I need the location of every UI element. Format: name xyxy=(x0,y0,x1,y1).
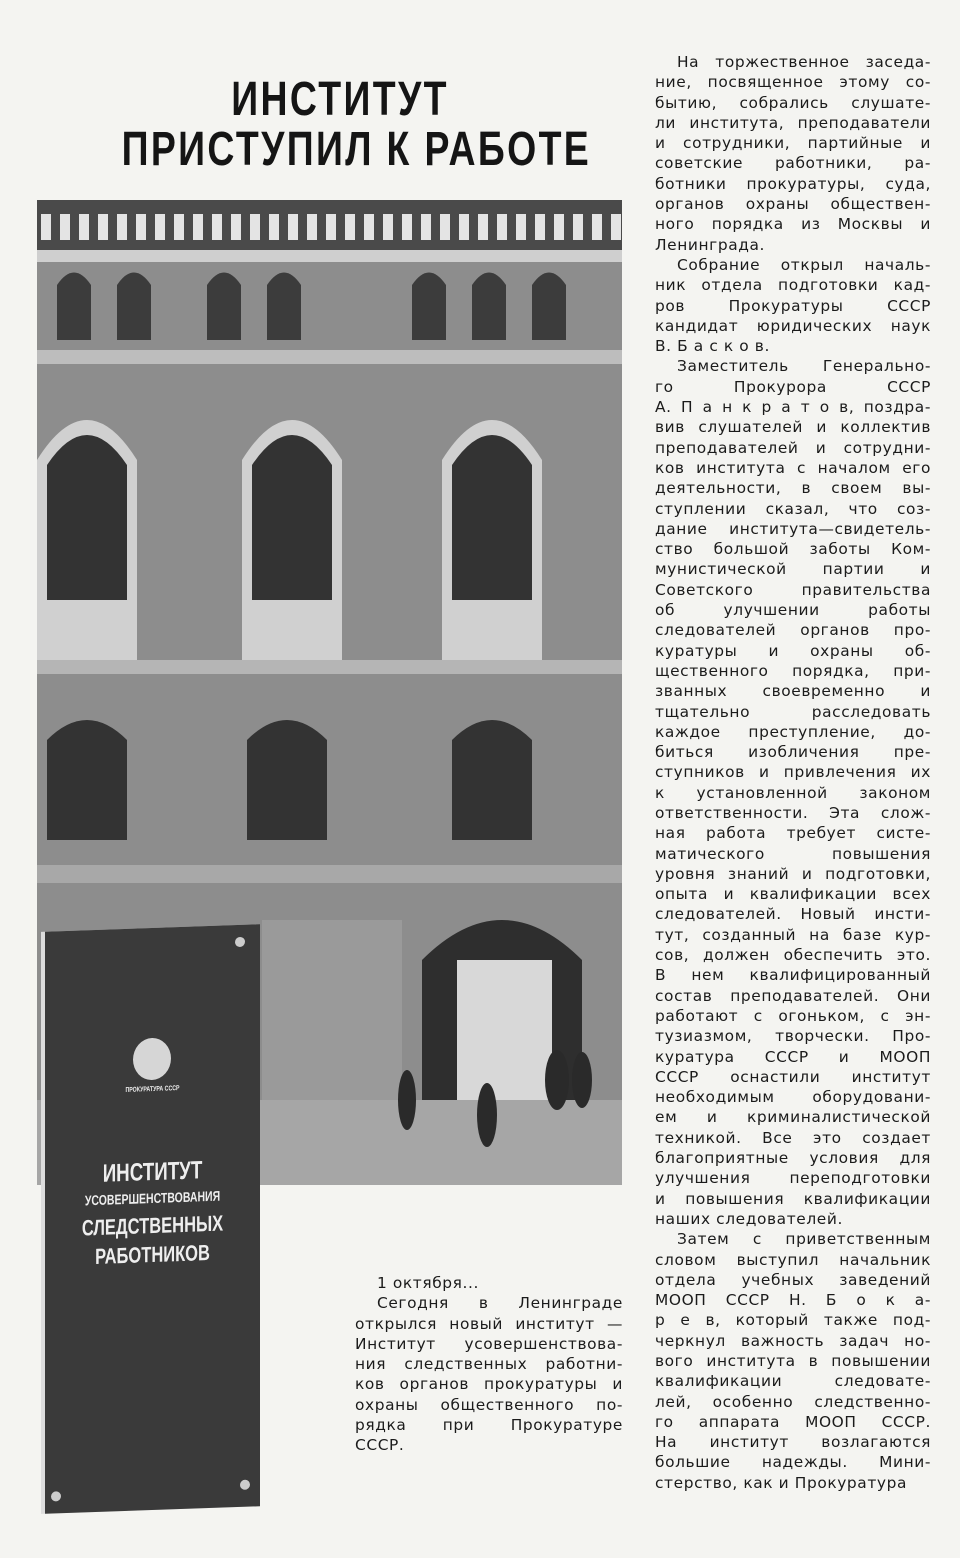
text-line: уровня знаний и подготовки, xyxy=(655,864,931,883)
institute-sign-plaque xyxy=(45,924,260,1514)
text-line: отдела учебных заведений xyxy=(655,1270,931,1289)
text-line: каждое преступление, до- xyxy=(655,722,931,741)
text-line: опыта и квалификации всех xyxy=(655,885,931,904)
text-line: На торжественное заседа- xyxy=(677,53,931,71)
text-line: ния следственных работни- xyxy=(355,1355,623,1374)
text-line: следователей. Новый инсти- xyxy=(655,905,931,924)
text-line: охраны общественного по- xyxy=(355,1395,623,1414)
text-line: дание института—свидетель- xyxy=(655,519,931,538)
sign-line-3: СЛЕДСТВЕННЫХ xyxy=(81,1210,224,1241)
bolt-icon xyxy=(235,937,245,947)
text-line: бытию, собрались слушате- xyxy=(655,93,931,112)
headline-line-1: ИНСТИТУТ xyxy=(231,73,449,126)
text-line: 1 октября... xyxy=(377,1274,480,1292)
text-line: ние, посвященное этому со- xyxy=(655,73,931,92)
text-line: тут, созданный на базе кур- xyxy=(655,925,931,944)
text-line: ем и криминалистической xyxy=(655,1108,931,1127)
text-line: открылся новый институт — xyxy=(355,1314,623,1333)
text-line: ник отдела подготовки кад- xyxy=(655,276,931,295)
text-line: вого института в повышении xyxy=(655,1352,931,1370)
text-line: Затем с приветственным xyxy=(677,1230,931,1249)
text-line: мунистической партии и xyxy=(655,560,931,579)
text-line: го аппарата МООП СССР. xyxy=(655,1412,931,1431)
text-line: В нем квалифицированный xyxy=(655,966,931,985)
text-line: Собрание открыл началь- xyxy=(677,255,931,274)
text-line: черкнул важность задач но- xyxy=(655,1331,931,1350)
text-line: квалификации следовате- xyxy=(655,1372,931,1391)
headline-line-2: ПРИСТУПИЛ К РАБОТЕ xyxy=(121,123,592,176)
text-line: тузиазмом, творчески. Про- xyxy=(655,1027,931,1046)
text-line: вив слушателей и коллектив xyxy=(655,418,931,437)
text-line: большие надежды. Мини- xyxy=(655,1453,931,1472)
text-line: го Прокурора СССР xyxy=(655,377,931,396)
text-line: лей, особенно следственно- xyxy=(655,1392,931,1411)
text-line: Советского правительства xyxy=(655,580,931,599)
text-line: улучшения переподготовки xyxy=(655,1169,931,1188)
text-line: работают с огоньком, с эн- xyxy=(655,1006,931,1025)
text-line: куратуры и охраны об- xyxy=(655,641,931,660)
article-body xyxy=(655,52,931,1493)
text-line: ство большой заботы Ком- xyxy=(655,540,931,559)
state-emblem-icon xyxy=(133,1037,171,1080)
text-line: биться изобличения пре- xyxy=(655,743,931,762)
text-line: СССР оснастили институт xyxy=(655,1067,931,1086)
text-line: стерство, как и Прокуратура xyxy=(655,1473,908,1492)
text-line: ков института с началом его xyxy=(655,458,931,477)
text-line: рядка при Прокуратуре xyxy=(355,1416,623,1435)
text-line: ответственности. Эта слож- xyxy=(655,803,931,822)
text-line: словом выступил начальник xyxy=(655,1250,931,1269)
text-line: органов охраны обществен- xyxy=(655,195,931,214)
text-line: деятельности, в своем вы- xyxy=(655,479,931,498)
sign-line-1: ИНСТИТУТ xyxy=(102,1156,203,1188)
sign-line-2: УСОВЕРШЕНСТВОВАНИЯ xyxy=(84,1187,221,1209)
text-line: и повышения квалификации xyxy=(655,1189,931,1208)
text-line: ров Прокуратуры СССР xyxy=(655,296,931,315)
text-line: сов, должен обеспечить это. xyxy=(655,946,931,965)
bolt-icon xyxy=(240,1480,250,1490)
text-line: преподавателей и сотрудни- xyxy=(655,438,931,457)
text-line: и сотрудники, партийные и xyxy=(655,134,931,153)
sign-line-4: РАБОТНИКОВ xyxy=(95,1239,210,1270)
text-line: необходимым оборудовани- xyxy=(655,1088,931,1107)
text-line: Заместитель Генерально- xyxy=(677,357,931,376)
text-line: Ленинграда. xyxy=(655,235,766,254)
bolt-icon xyxy=(51,1491,61,1501)
text-line: щественного порядка, при- xyxy=(655,661,931,680)
text-line: ступников и привлечения их xyxy=(655,763,931,782)
text-line: советские работники, ра- xyxy=(655,154,931,173)
text-line: техникой. Все это создает xyxy=(655,1128,931,1147)
text-line: следователей органов про- xyxy=(655,621,931,640)
text-line: р е в, который также под- xyxy=(655,1311,931,1330)
text-line: На институт возлагаются xyxy=(655,1433,931,1452)
text-line: ного порядка из Москвы и xyxy=(655,215,931,234)
photo-caption xyxy=(355,1273,623,1456)
text-line: наших следователей. xyxy=(655,1209,843,1228)
text-line: А. П а н к р а т о в, поздра- xyxy=(655,398,931,417)
text-line: благоприятные условия для xyxy=(655,1149,931,1168)
text-line: МООП СССР Н. Б о к а- xyxy=(655,1291,931,1310)
text-line: званных своевременно и xyxy=(655,682,931,701)
text-line: ступлении сказал, что соз- xyxy=(655,499,931,518)
text-line: Институт усовершенствова- xyxy=(355,1334,623,1353)
text-line: об улучшении работы xyxy=(655,601,931,620)
text-line: тщательно расследовать xyxy=(655,702,931,721)
text-line: ботники прокуратуры, суда, xyxy=(655,174,931,193)
text-line: Сегодня в Ленинграде xyxy=(377,1294,623,1313)
text-line: куратура СССР и МООП xyxy=(655,1047,931,1066)
text-line: ная работа требует систе- xyxy=(655,824,931,843)
text-line: ков органов прокуратуры и xyxy=(355,1375,623,1394)
text-line: В. Б а с к о в. xyxy=(655,337,770,356)
text-line: ли института, преподаватели xyxy=(655,113,931,132)
text-line: матического повышения xyxy=(655,844,931,863)
text-line: к установленной законом xyxy=(655,783,931,802)
text-line: кандидат юридических наук xyxy=(655,316,931,335)
text-line: СССР. xyxy=(355,1436,405,1455)
text-line: состав преподавателей. Они xyxy=(655,986,931,1005)
sign-emblem-caption: ПРОКУРАТУРА СССР xyxy=(125,1085,180,1094)
